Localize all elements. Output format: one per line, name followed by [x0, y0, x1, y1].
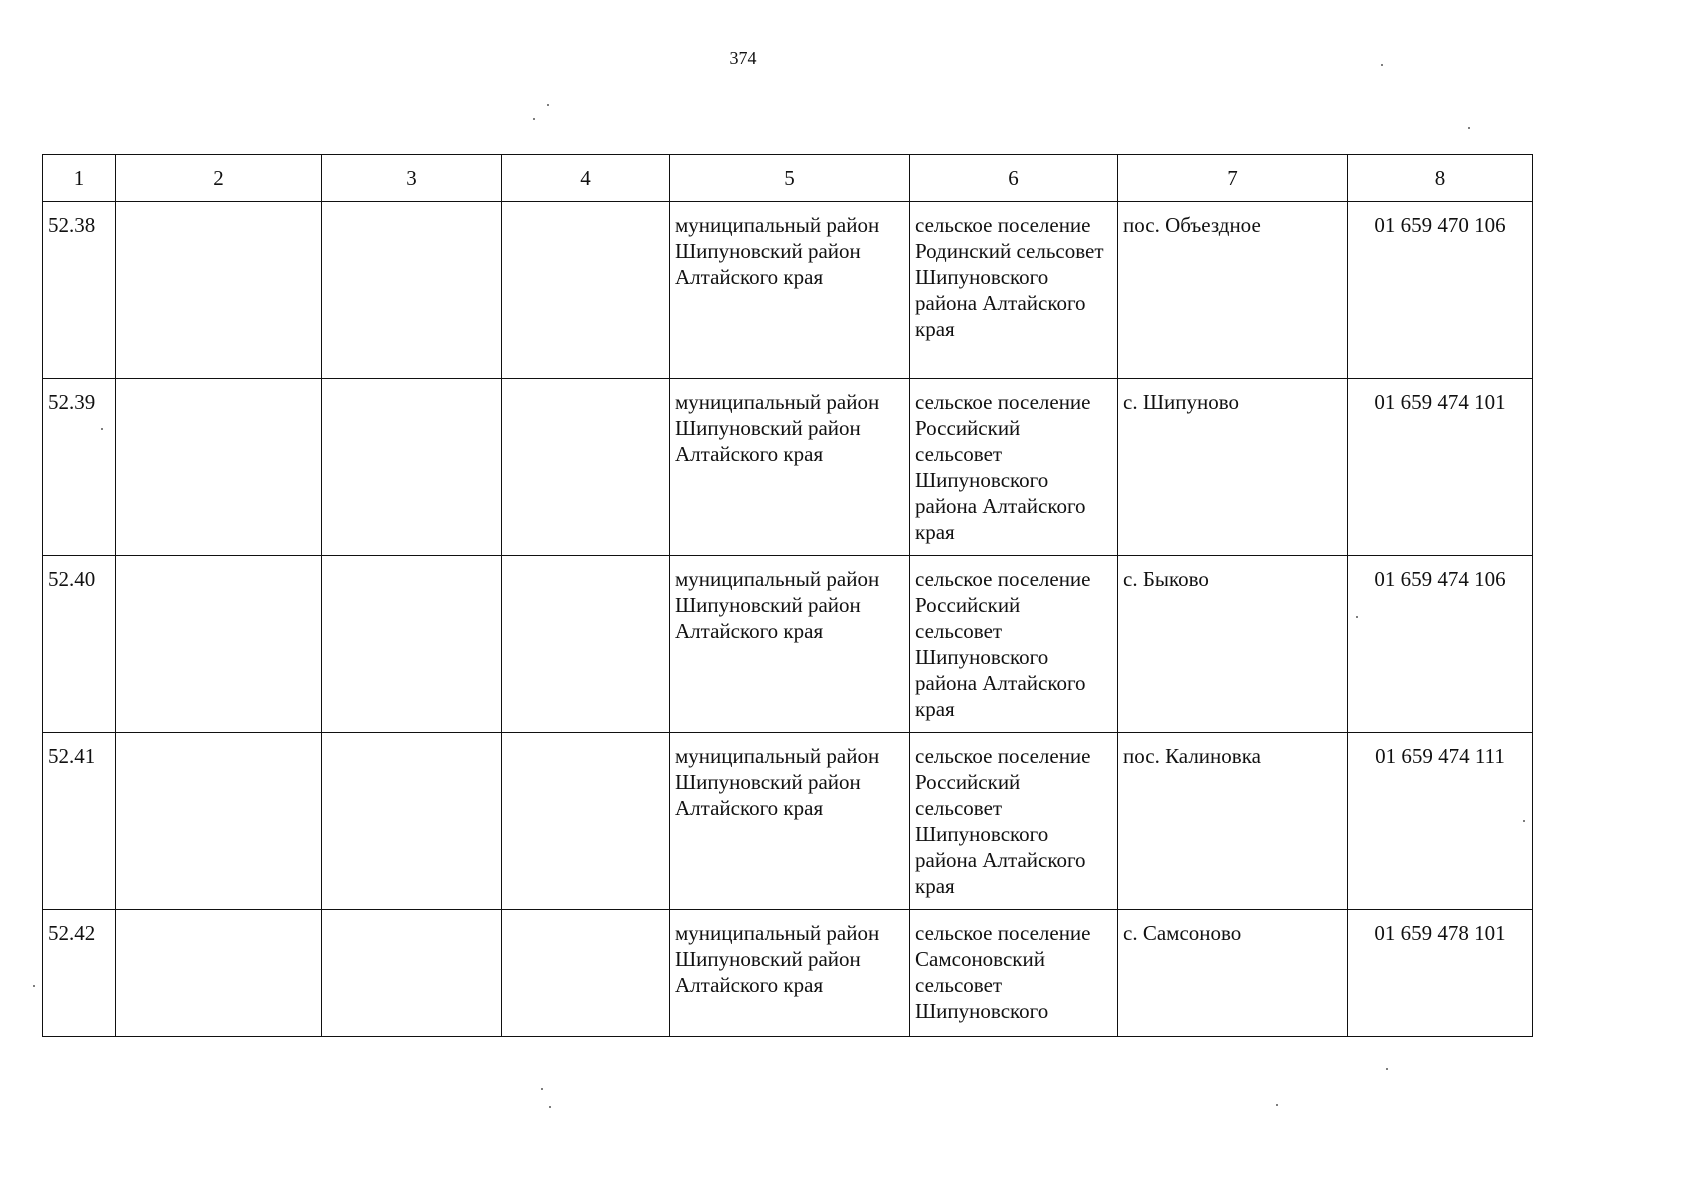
empty-cell: [116, 910, 322, 1037]
oktmo-code-cell: 01 659 478 101: [1348, 910, 1533, 1037]
municipal-district-cell: муниципальный район Шипуновский район Алтайского края: [670, 910, 910, 1037]
column-number-cell: 5: [670, 155, 910, 202]
empty-cell: [322, 910, 502, 1037]
oktmo-code-cell: 01 659 470 106: [1348, 202, 1533, 379]
row-number-cell: 52.38: [43, 202, 116, 379]
row-number-cell: 52.41: [43, 733, 116, 910]
scan-speck: [1381, 64, 1383, 66]
scan-speck: [1523, 820, 1525, 822]
locality-cell: пос. Объездное: [1118, 202, 1348, 379]
scan-speck: [533, 118, 535, 120]
empty-cell: [116, 733, 322, 910]
scan-speck: [1386, 1068, 1388, 1070]
column-number-cell: 7: [1118, 155, 1348, 202]
empty-cell: [322, 379, 502, 556]
settlement-cell: сельское поселение Самсоновский сельсовет Шипуновского: [910, 910, 1118, 1037]
empty-cell: [322, 556, 502, 733]
locality-cell: с. Шипуново: [1118, 379, 1348, 556]
empty-cell: [502, 910, 670, 1037]
settlement-cell: сельское поселение Российский сельсовет Шипуновского района Алтайского края: [910, 379, 1118, 556]
scan-speck: [541, 1088, 543, 1090]
scan-speck: [33, 985, 35, 987]
column-number-cell: 6: [910, 155, 1118, 202]
municipal-district-cell: муниципальный район Шипуновский район Алтайского края: [670, 733, 910, 910]
scan-speck: [101, 428, 103, 430]
column-number-cell: 4: [502, 155, 670, 202]
municipal-district-cell: муниципальный район Шипуновский район Алтайского края: [670, 202, 910, 379]
oktmo-code-cell: 01 659 474 111: [1348, 733, 1533, 910]
table-row: [43, 733, 1533, 910]
row-number-cell: 52.39: [43, 379, 116, 556]
locality-cell: с. Быково: [1118, 556, 1348, 733]
scan-speck: [1468, 127, 1470, 129]
empty-cell: [116, 556, 322, 733]
oktmo-code-cell: 01 659 474 106: [1348, 556, 1533, 733]
oktmo-code-cell: 01 659 474 101: [1348, 379, 1533, 556]
data-table: [42, 154, 1533, 1037]
scan-speck: [1276, 1104, 1278, 1106]
table-row: [43, 379, 1533, 556]
scan-speck: [1356, 616, 1358, 618]
scan-speck: [549, 1106, 551, 1108]
empty-cell: [502, 733, 670, 910]
scan-speck: [547, 104, 549, 106]
column-number-row: [43, 155, 1533, 202]
empty-cell: [116, 379, 322, 556]
table-row: [43, 910, 1533, 1037]
table-row: [43, 556, 1533, 733]
row-number-cell: 52.40: [43, 556, 116, 733]
empty-cell: [502, 202, 670, 379]
municipal-district-cell: муниципальный район Шипуновский район Алтайского края: [670, 379, 910, 556]
column-number-cell: 8: [1348, 155, 1533, 202]
empty-cell: [322, 202, 502, 379]
column-number-cell: 1: [43, 155, 116, 202]
column-number-cell: 3: [322, 155, 502, 202]
settlement-cell: сельское поселение Российский сельсовет Шипуновского района Алтайского края: [910, 733, 1118, 910]
settlement-cell: сельское поселение Российский сельсовет Шипуновского района Алтайского края: [910, 556, 1118, 733]
table-row: [43, 202, 1533, 379]
empty-cell: [502, 556, 670, 733]
locality-cell: с. Самсоново: [1118, 910, 1348, 1037]
page-number: 374: [729, 48, 757, 68]
empty-cell: [502, 379, 670, 556]
settlement-cell: сельское поселение Родинский сельсовет Шипуновского района Алтайского края: [910, 202, 1118, 379]
locality-cell: пос. Калиновка: [1118, 733, 1348, 910]
empty-cell: [322, 733, 502, 910]
municipal-district-cell: муниципальный район Шипуновский район Алтайского края: [670, 556, 910, 733]
empty-cell: [116, 202, 322, 379]
row-number-cell: 52.42: [43, 910, 116, 1037]
column-number-cell: 2: [116, 155, 322, 202]
